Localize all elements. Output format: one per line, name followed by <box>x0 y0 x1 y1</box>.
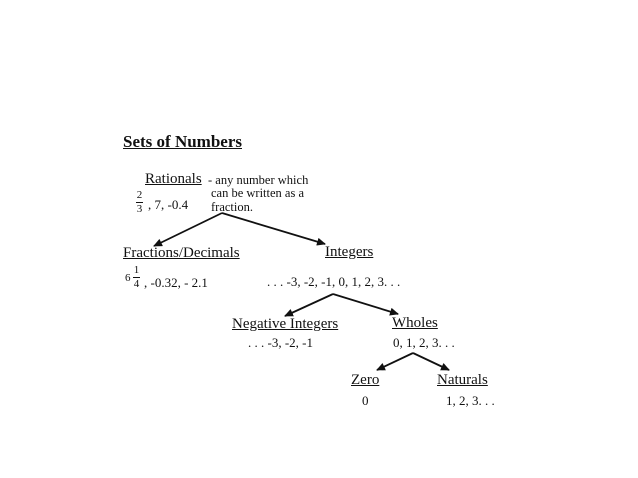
zero-examples: 0 <box>362 393 369 408</box>
fractions-whole-number: 6 <box>125 272 131 284</box>
arrow-rationals-to-integers <box>222 213 325 244</box>
integers-examples: . . . -3, -2, -1, 0, 1, 2, 3. . . <box>267 274 401 289</box>
fractions-fraction-numerator: 1 <box>133 264 140 276</box>
arrow-rationals-to-fractions <box>154 213 222 246</box>
fractions-fraction-denominator: 4 <box>133 278 140 290</box>
fractions-examples: , -0.32, - 2.1 <box>144 275 208 290</box>
wholes-label: Wholes <box>392 315 438 331</box>
wholes-examples: 0, 1, 2, 3. . . <box>393 335 455 350</box>
page-title: Sets of Numbers <box>123 132 242 151</box>
naturals-label: Naturals <box>437 372 488 388</box>
integers-label: Integers <box>325 244 374 260</box>
negative-integers-label: Negative Integers <box>232 316 339 332</box>
rationals-fraction-denominator: 3 <box>136 203 143 215</box>
arrow-wholes-to-zero <box>377 353 413 370</box>
zero-label: Zero <box>351 372 380 388</box>
rationals-desc-line1: - any number which <box>208 173 309 187</box>
rationals-fraction <box>136 190 143 215</box>
rationals-desc-line2: can be written as a <box>211 186 305 200</box>
fractions-fraction <box>133 265 140 290</box>
naturals-examples: 1, 2, 3. . . <box>446 393 495 408</box>
rationals-fraction-numerator: 2 <box>136 189 143 201</box>
fractions-decimals-label: Fractions/Decimals <box>123 245 240 261</box>
arrow-wholes-to-naturals <box>413 353 449 370</box>
rationals-label: Rationals <box>145 171 202 187</box>
rationals-desc-line3: fraction. <box>211 200 253 214</box>
negative-integers-examples: . . . -3, -2, -1 <box>248 335 313 350</box>
rationals-examples: , 7, -0.4 <box>148 197 189 212</box>
arrow-integers-to-wholes <box>333 294 398 314</box>
arrow-integers-to-negative-integers <box>285 294 333 316</box>
